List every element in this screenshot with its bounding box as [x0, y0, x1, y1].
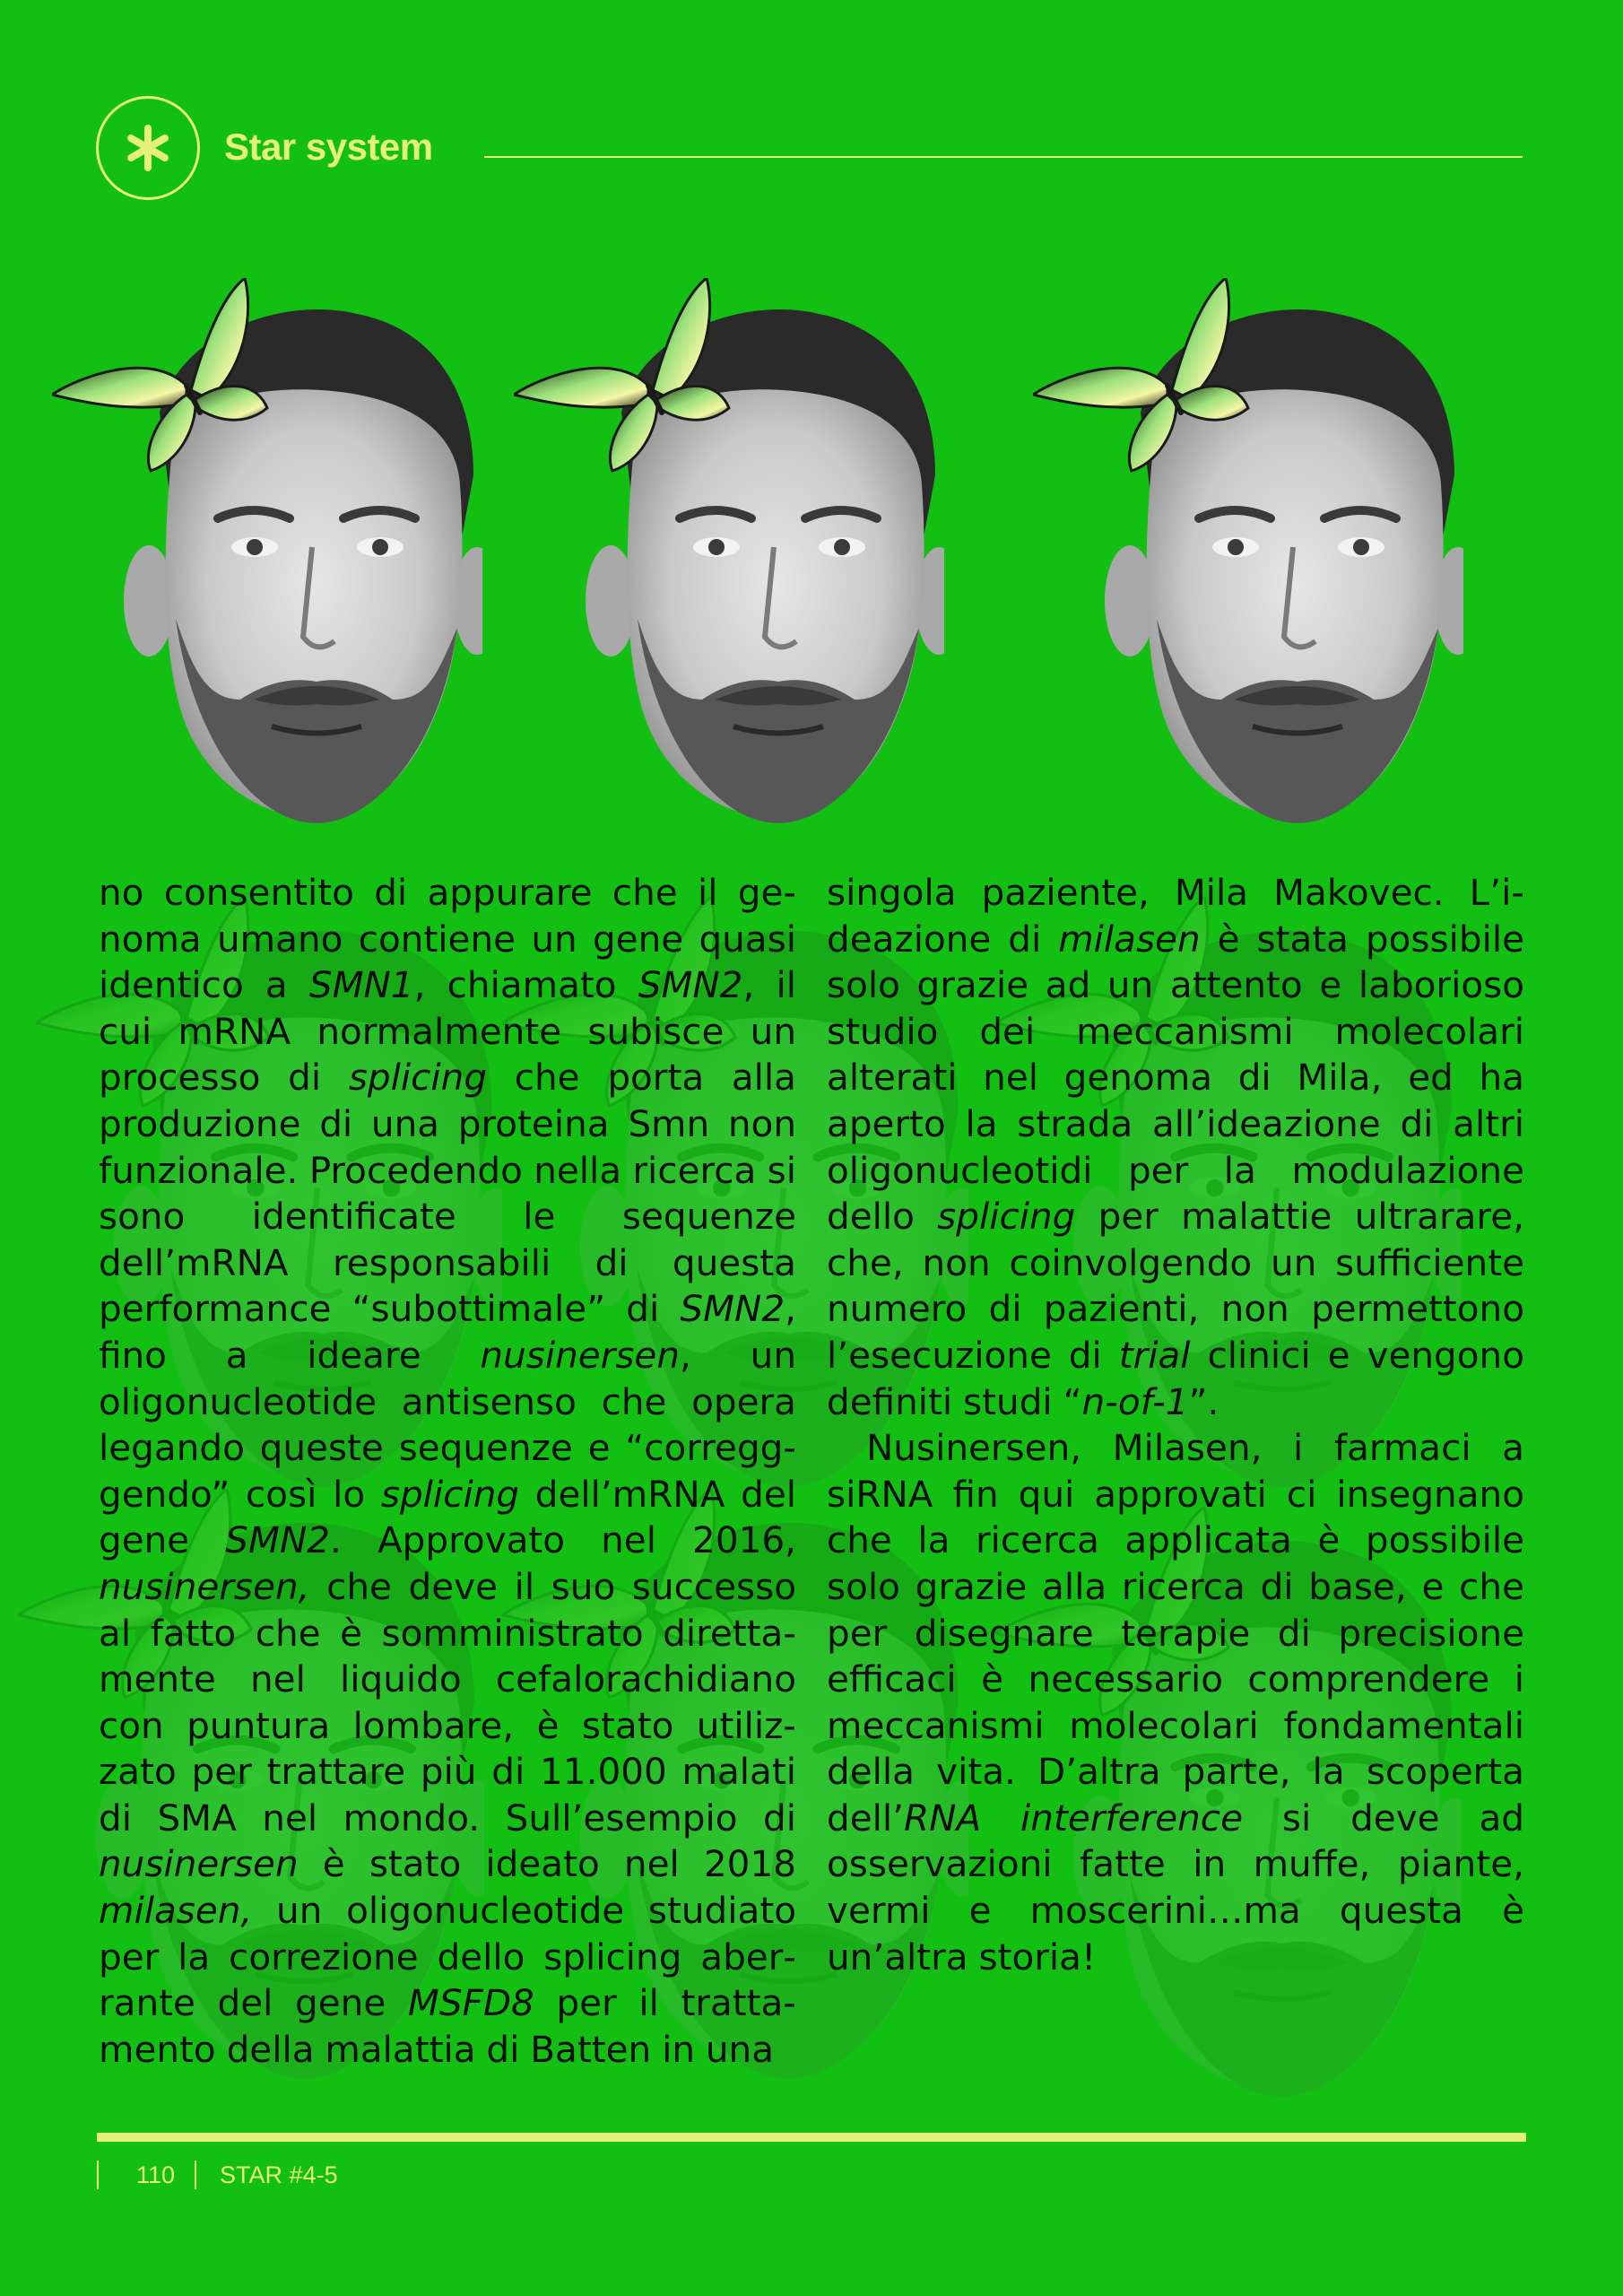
- article-column-right: [827, 870, 1524, 1980]
- italic-term: nusinersen: [99, 1842, 299, 1886]
- footer-divider: [97, 2133, 1526, 2142]
- text-run: , chiamato: [413, 963, 638, 1007]
- text-run: singola paziente, Mila Makovec. L’ideazione di: [827, 871, 1524, 961]
- italic-term: trial: [1118, 1333, 1191, 1377]
- text-run: è stato ideato nel 2018: [298, 1842, 796, 1886]
- italic-term: SMN1: [308, 963, 414, 1007]
- text-run: , fino a ideare: [99, 1287, 796, 1377]
- footer-separator: [97, 2161, 99, 2189]
- text-run: ”.: [1188, 1379, 1219, 1423]
- text-run: Nusinersen, Milasen, i farmaci a siRNA fin qui approvati ci insegnano che la ricerca applicata è possibile solo grazie alla ricerca di base, e che per disegnare terapie di precisione efficaci è necessario comprendere i meccanismi molecolari fondamentali della vita. D’altra parte, la scoperta dell’: [827, 1426, 1524, 1839]
- section-title: Star system: [224, 126, 433, 168]
- portrait-image: [514, 278, 944, 825]
- portrait-image: [1033, 278, 1463, 825]
- header-divider: [484, 156, 1523, 158]
- footer: [97, 2159, 338, 2191]
- text-run: che porta alla produzione di una proteina Smn non funzionale. Procedendo nella ricerca si sono identificate le sequenze dell’mRNA responsabili di questa performance “subottimale” di: [99, 1056, 797, 1331]
- italic-term: n-of-1: [1081, 1379, 1189, 1423]
- italic-term: nusinersen,: [99, 1564, 310, 1608]
- footer-separator: [195, 2161, 196, 2189]
- text-run: è stata possibile solo grazie ad un attento e laborioso studio dei meccanismi molecolari alterati nel genoma di Mila, ed ha aperto la strada all’ideazione di altri oligonucleotidi per la modulazione dello: [827, 917, 1524, 1239]
- text-run: un oligonucleotide studiato per la correzione dello splicing aberrante del gene: [99, 1889, 796, 2025]
- italic-term: milasen: [1058, 917, 1201, 961]
- text-run: per malattie ultrarare, che, non coinvolgendo un sufficiente numero di pazienti, non permettono l’esecuzione di: [827, 1195, 1524, 1377]
- portrait-image: [52, 278, 482, 825]
- text-run: clinici e vengono definiti studi “: [827, 1333, 1524, 1423]
- magazine-issue: STAR #4-5: [220, 2161, 338, 2188]
- italic-term: splicing: [937, 1195, 1076, 1239]
- article-paragraph: [827, 870, 1524, 1425]
- italic-term: SMN2: [638, 963, 743, 1007]
- text-run: , il cui mRNA normalmente subisce un processo di: [99, 963, 796, 1100]
- text-run: si deve ad osservazioni fatte in muffe, piante, vermi e moscerini…ma questa è un’altra storia!: [827, 1796, 1524, 1979]
- article-paragraph: [99, 870, 796, 2073]
- text-run: dell’mRNA del gene: [99, 1472, 796, 1562]
- italic-term: SMN2: [680, 1287, 785, 1331]
- article-column-left: [99, 870, 796, 2073]
- asterisk-icon: [123, 123, 173, 173]
- italic-term: splicing: [380, 1472, 520, 1516]
- text-run: no consentito di appurare che il genoma umano contiene un gene quasi identico a: [99, 871, 796, 1007]
- text-run: . Approvato nel 2016,: [330, 1518, 796, 1562]
- text-run: che deve il suo successo al fatto che è somministrato direttamente nel liquido cefalorachidiano con puntura lombare, è stato utilizzato per trattare più di 11.000 malati di SMA nel mondo. Sull’esempio di: [99, 1564, 796, 1839]
- italic-term: MSFD8: [407, 1981, 534, 2025]
- italic-term: RNA interference: [904, 1796, 1243, 1839]
- italic-term: splicing: [348, 1056, 488, 1100]
- section-badge: [96, 96, 200, 200]
- italic-term: nusinersen: [480, 1333, 681, 1377]
- page-number: 110: [136, 2161, 176, 2188]
- text-run: per il trattamento della malattia di Batten in una: [99, 1981, 796, 2071]
- italic-term: milasen,: [99, 1889, 253, 1933]
- text-run: , un oligonucleotide antisenso che opera legando queste sequenze e “corregggendo” così lo: [99, 1333, 796, 1516]
- article-paragraph: [827, 1425, 1524, 1980]
- italic-term: SMN2: [225, 1518, 331, 1562]
